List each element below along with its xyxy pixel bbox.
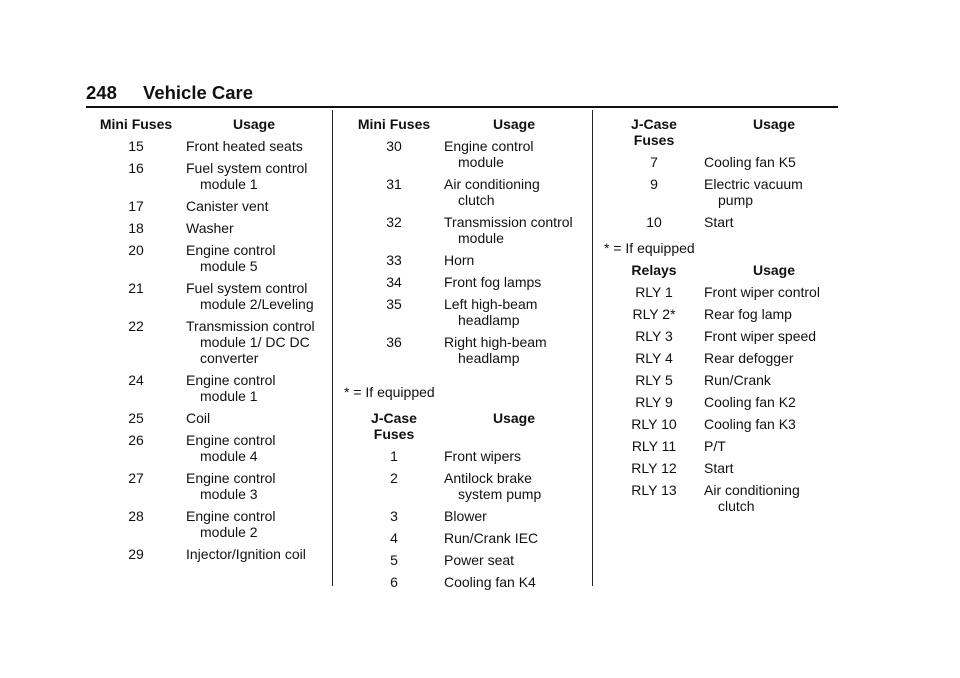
row-usage (186, 138, 322, 160)
row-usage-text: Engine control module 2 (186, 508, 276, 540)
row-usage-text: Cooling fan K2 (704, 394, 796, 410)
row-usage (444, 274, 584, 296)
row-usage (704, 416, 844, 438)
row-usage (704, 154, 844, 176)
row-key: RLY 2* (632, 306, 676, 322)
row-usage (704, 460, 844, 482)
row-usage-text: Front fog lamps (444, 274, 542, 290)
row-key: 17 (128, 198, 144, 214)
row-usage-text: Fuel system control module 2/Leveling (186, 280, 314, 312)
table-row (344, 334, 584, 372)
row-usage-text: Rear defogger (704, 350, 794, 366)
row-key: 30 (386, 138, 402, 154)
row-usage (704, 176, 844, 214)
table-row (604, 372, 844, 394)
row-usage-text: Start (704, 214, 734, 230)
row-key: 3 (390, 508, 398, 524)
j-case-fuses-table (344, 410, 584, 596)
row-usage (186, 242, 322, 280)
row-usage-text: Start (704, 460, 734, 476)
row-usage (186, 280, 322, 318)
column-header-usage: Usage (752, 262, 796, 278)
table-row (344, 296, 584, 334)
row-key: 31 (386, 176, 402, 192)
row-usage-text: Engine control module (444, 138, 534, 170)
row-usage-text: Horn (444, 252, 475, 268)
row-key: RLY 3 (635, 328, 673, 344)
table-row (344, 214, 584, 252)
table-row (604, 284, 844, 306)
row-usage-text: Transmission control module 1/ DC DC converter (186, 318, 315, 366)
row-usage-text: P/T (704, 438, 726, 454)
row-key: 1 (390, 448, 398, 464)
table-row (604, 350, 844, 372)
row-key: RLY 12 (631, 460, 677, 476)
mini-fuses-table (86, 116, 322, 568)
table-row (86, 372, 322, 410)
table-row (344, 274, 584, 296)
row-key: 22 (128, 318, 144, 334)
row-usage (444, 176, 584, 214)
row-key: 6 (390, 574, 398, 590)
table-row (344, 470, 584, 508)
row-key: 27 (128, 470, 144, 486)
row-key: RLY 13 (631, 482, 677, 498)
table-row (86, 138, 322, 160)
row-key: RLY 9 (635, 394, 673, 410)
row-usage (186, 220, 322, 242)
row-key: 36 (386, 334, 402, 350)
column-header-fuses (344, 410, 444, 448)
column-2 (344, 116, 584, 596)
row-key: 26 (128, 432, 144, 448)
column-header-usage: Usage (492, 116, 536, 132)
row-key: 16 (128, 160, 144, 176)
row-usage (704, 328, 844, 350)
column-header-fuses (604, 116, 704, 154)
table-row (344, 138, 584, 176)
row-usage-text: Blower (444, 508, 487, 524)
row-usage-text: Cooling fan K4 (444, 574, 536, 590)
row-usage-text: Front wiper speed (704, 328, 817, 344)
table-row (344, 252, 584, 274)
row-key: 20 (128, 242, 144, 258)
table-row (604, 416, 844, 438)
row-usage (444, 508, 584, 530)
jcase-header-label: J-Case Fuses (371, 410, 417, 442)
row-usage (704, 350, 844, 372)
row-usage-text: Air conditioning clutch (704, 482, 800, 514)
table-row (604, 438, 844, 460)
column-header-usage: Usage (492, 410, 536, 426)
row-usage-text: Front wipers (444, 448, 522, 464)
row-usage (444, 574, 584, 596)
column-divider (592, 110, 593, 586)
row-usage (444, 334, 584, 372)
row-usage-text: Engine control module 3 (186, 470, 276, 502)
row-usage-text: Coil (186, 410, 211, 426)
column-divider (332, 110, 333, 586)
row-usage (704, 284, 844, 306)
row-usage (704, 372, 844, 394)
table-row (86, 242, 322, 280)
row-key: 9 (650, 176, 658, 192)
row-usage-text: Engine control module 5 (186, 242, 276, 274)
row-key: RLY 1 (635, 284, 673, 300)
row-usage (186, 372, 322, 410)
row-usage (444, 214, 584, 252)
row-usage-text: Run/Crank IEC (444, 530, 539, 546)
row-usage (444, 552, 584, 574)
row-key: 5 (390, 552, 398, 568)
jcase-header-label: J-Case Fuses (631, 116, 677, 148)
j-case-fuses-table (604, 116, 844, 236)
row-usage-text: Engine control module 1 (186, 372, 276, 404)
row-key: 28 (128, 508, 144, 524)
table-row (86, 160, 322, 198)
row-usage (444, 470, 584, 508)
mini-fuses-table (344, 116, 584, 372)
footnote-if-equipped: * = If equipped (344, 384, 435, 400)
table-row (604, 328, 844, 350)
row-usage-text: Rear fog lamp (704, 306, 792, 322)
row-usage (186, 198, 322, 220)
table-row (86, 470, 322, 508)
row-usage-text: Engine control module 4 (186, 432, 276, 464)
row-usage (444, 448, 584, 470)
column-header-fuses: Mini Fuses (357, 116, 431, 132)
row-usage-text: Power seat (444, 552, 515, 568)
row-usage (444, 138, 584, 176)
table-row (344, 176, 584, 214)
row-key: 24 (128, 372, 144, 388)
row-usage-text: Run/Crank (704, 372, 771, 388)
row-usage-text: Air conditioning clutch (444, 176, 540, 208)
row-usage-text: Left high-beam headlamp (444, 296, 538, 328)
row-usage (704, 214, 844, 236)
row-usage-text: Right high-beam headlamp (444, 334, 547, 366)
row-usage-text: Injector/Ignition coil (186, 546, 306, 562)
row-key: RLY 5 (635, 372, 673, 388)
row-usage-text: Transmission control module (444, 214, 573, 246)
row-usage (186, 470, 322, 508)
table-row (604, 176, 844, 214)
row-usage (444, 296, 584, 334)
row-key: 34 (386, 274, 402, 290)
row-usage-text: Front heated seats (186, 138, 303, 154)
row-usage (186, 508, 322, 546)
row-key: 21 (128, 280, 144, 296)
table-row (86, 318, 322, 372)
row-usage-text: Front wiper control (704, 284, 820, 300)
column-header-usage: Usage (752, 116, 796, 132)
row-key: RLY 11 (631, 438, 677, 454)
table-row (344, 448, 584, 470)
row-usage (186, 546, 322, 568)
table-row (86, 410, 322, 432)
table-row (604, 306, 844, 328)
row-usage-text: Antilock brake system pump (444, 470, 542, 502)
table-row (604, 482, 844, 520)
table-row (344, 508, 584, 530)
row-usage (444, 252, 584, 274)
table-row (344, 574, 584, 596)
row-usage (186, 160, 322, 198)
row-usage-text: Fuel system control module 1 (186, 160, 308, 192)
footnote-if-equipped: * = If equipped (604, 240, 695, 256)
row-key: 18 (128, 220, 144, 236)
table-row (344, 552, 584, 574)
row-usage (704, 438, 844, 460)
row-usage-text: Cooling fan K3 (704, 416, 796, 432)
row-usage (704, 306, 844, 328)
row-key: 4 (390, 530, 398, 546)
row-usage-text: Electric vacuum pump (704, 176, 803, 208)
row-key: 29 (128, 546, 144, 562)
row-usage (186, 318, 322, 372)
table-row (86, 198, 322, 220)
table-row (604, 214, 844, 236)
table-row (86, 280, 322, 318)
row-usage-text: Canister vent (186, 198, 269, 214)
row-key: 33 (386, 252, 402, 268)
row-key: 10 (646, 214, 662, 230)
row-key: RLY 10 (631, 416, 677, 432)
row-usage-text: Cooling fan K5 (704, 154, 796, 170)
row-key: 2 (390, 470, 398, 486)
column-header-usage: Usage (232, 116, 276, 132)
table-row (604, 460, 844, 482)
table-row (86, 508, 322, 546)
row-key: 15 (128, 138, 144, 154)
row-key: 25 (128, 410, 144, 426)
table-row (86, 546, 322, 568)
relays-table (604, 262, 844, 520)
row-usage (186, 432, 322, 470)
row-usage (704, 482, 844, 520)
column-3 (604, 116, 844, 520)
column-header-fuses: Mini Fuses (99, 116, 173, 132)
section-title: Vehicle Care (143, 82, 254, 103)
row-usage-text: Washer (186, 220, 234, 236)
table-row (86, 220, 322, 242)
page-number: 248 (86, 82, 117, 103)
column-1 (86, 116, 322, 568)
row-key: 32 (386, 214, 402, 230)
header-rule (86, 106, 838, 108)
row-usage (186, 410, 322, 432)
row-key: 7 (650, 154, 658, 170)
row-key: 35 (386, 296, 402, 312)
table-row (344, 530, 584, 552)
column-header-relays: Relays (631, 262, 677, 278)
table-row (604, 154, 844, 176)
row-key: RLY 4 (635, 350, 673, 366)
table-row (86, 432, 322, 470)
table-row (604, 394, 844, 416)
row-usage (704, 394, 844, 416)
row-usage (444, 530, 584, 552)
